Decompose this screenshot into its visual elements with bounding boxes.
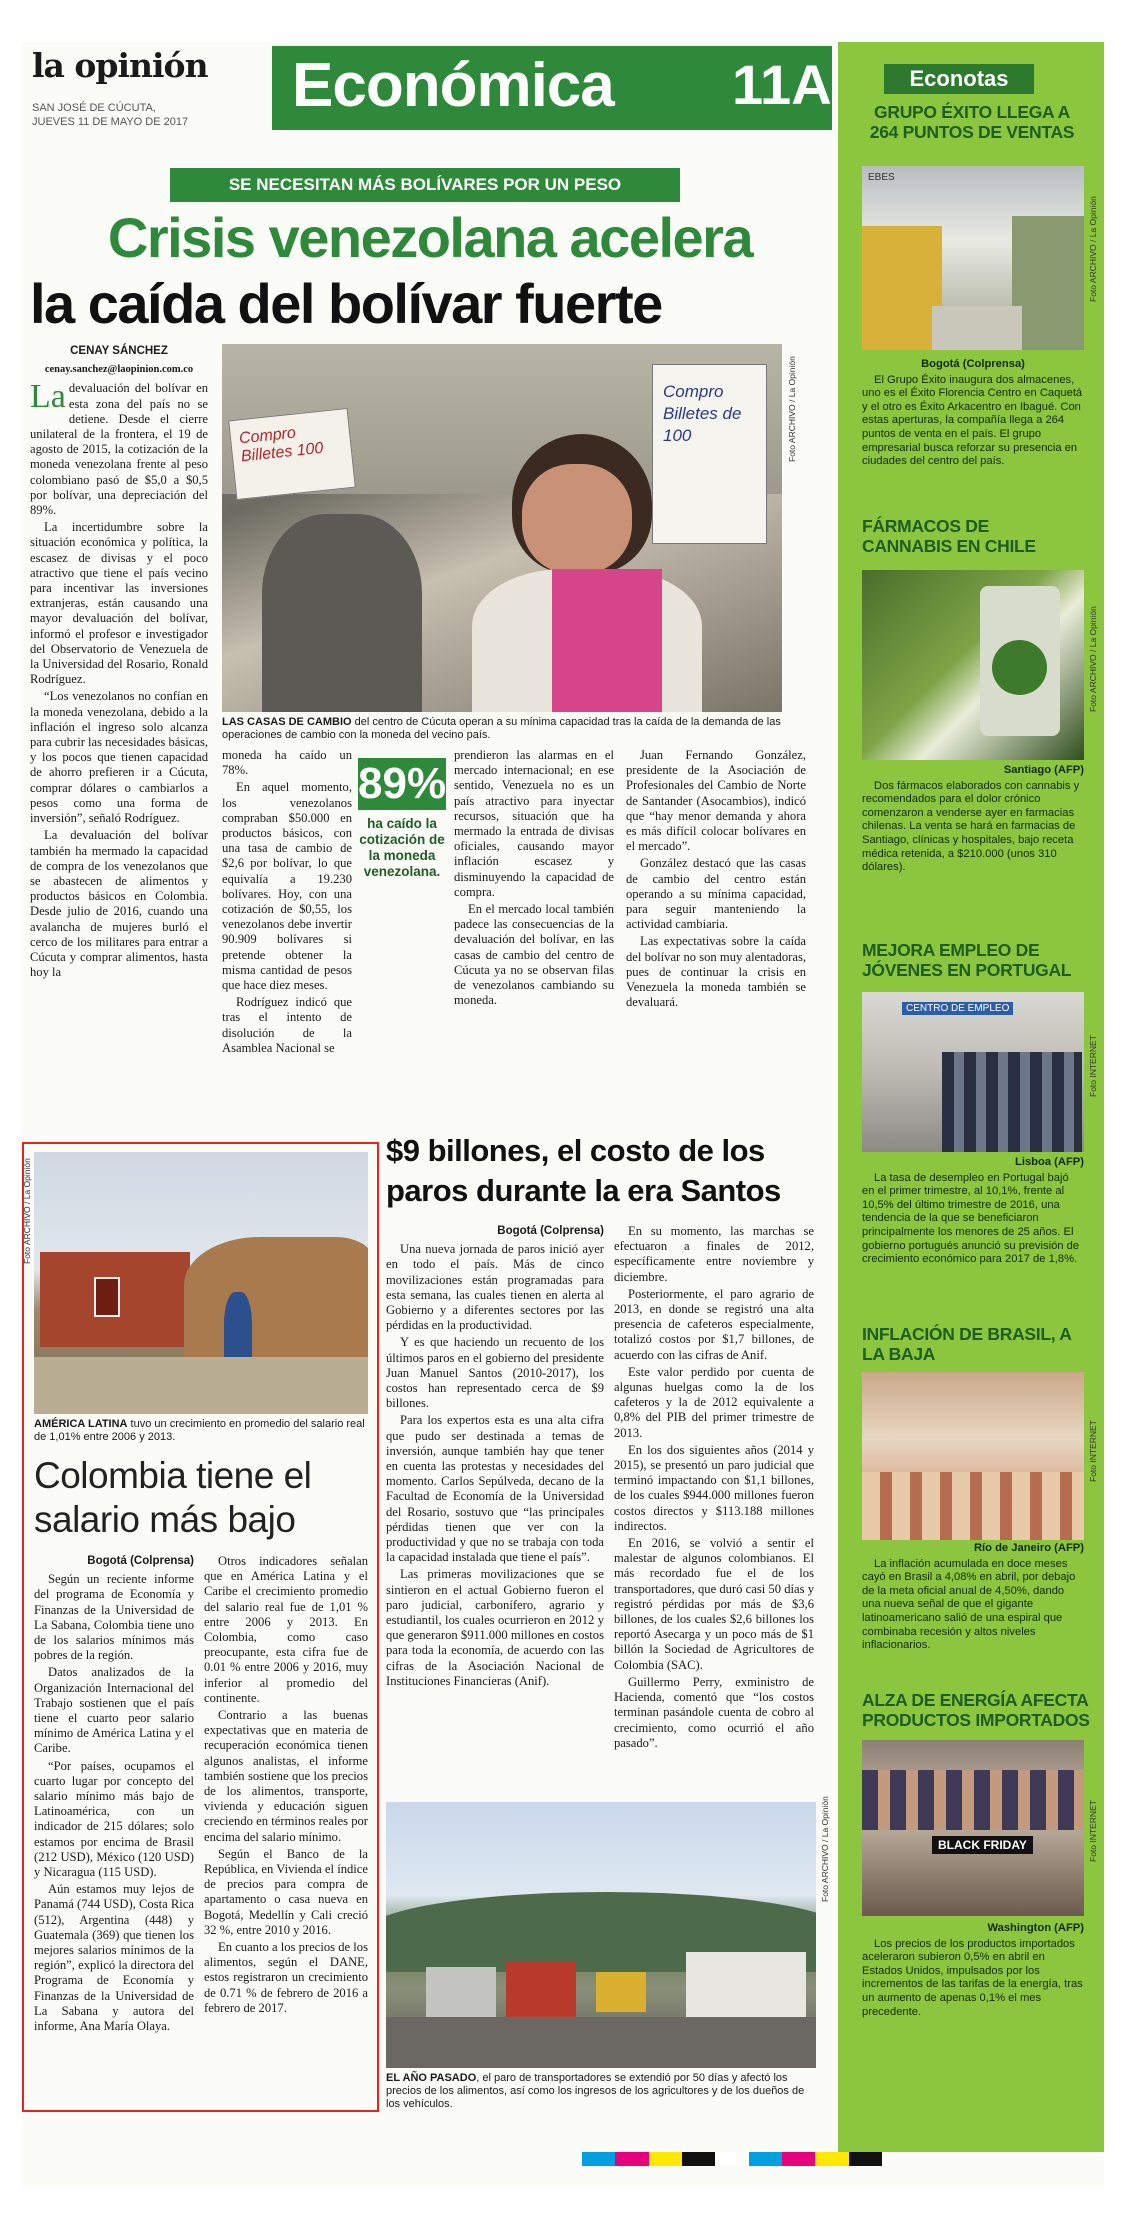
photo-people bbox=[862, 1770, 1084, 1830]
dateline: Bogotá (Colprensa) bbox=[497, 1225, 604, 1237]
econotas-photo-store: EBES bbox=[862, 166, 1084, 350]
strikes-paragraph: Para los expertos esta es una alta cifra que pudo ser destinada a temas de inversión, aunque también hay que tener en cuenta las protestas y necesidades del momento. Carlos Sepúlveda, decano de la Facultad de Economía de la Universidad del Rosario, sostuvo que “las principales pérdidas tienen que ver con la productividad y que no se trabaja con toda la capacidad instalada que tiene el país”. bbox=[386, 1413, 604, 1565]
main-headline-line2: la caída del bolívar fuerte bbox=[30, 272, 662, 335]
main-story-col2 bbox=[222, 748, 352, 1058]
photo-truck bbox=[686, 1952, 806, 2022]
salary-paragraph: Otros indicadores señalan que en América Latina y el Caribe el crecimiento promedio del salario real fue de 1,01 % entre 2006 y 2013. En Colombia, como caso preocupante, esta cifra fue de 0.01 % entre 2006 y 2016, muy inferior al promedio del continente. bbox=[204, 1554, 368, 1705]
econotas-title: INFLACIÓN DE BRASIL, A LA BAJA bbox=[862, 1324, 1071, 1364]
photo-sign: Compro Billetes de 100 bbox=[652, 364, 767, 544]
strikes-paragraph: En los dos siguientes años (2014 y 2015), se presentó un paro judicial que terminó impactando con $1,1 billones, de los cuales $944.000 millones fueron costos directos y $113.188 millones indirectos. bbox=[614, 1442, 814, 1533]
place-date: SAN JOSÉ DE CÚCUTA, bbox=[32, 102, 156, 114]
page-number: 11A bbox=[732, 53, 832, 116]
dateline: Bogotá (Colprensa) bbox=[87, 1555, 194, 1567]
econotas-photo-shopping: BLACK FRIDAY bbox=[862, 1740, 1084, 1916]
photo-counter bbox=[862, 1472, 1084, 1540]
salary-paragraph: Según el Banco de la República, en Vivienda el índice de precios para compra de apartamento o casa nueva en Bogotá, Medellín y Cali creció 32 %, entre 2010 y 2016. bbox=[204, 1846, 368, 1937]
photo-road bbox=[386, 2017, 816, 2068]
photo-credit: Foto ARCHIVO / La Opinión bbox=[820, 1796, 830, 1902]
strikes-paragraph: Una nueva jornada de paros inició ayer en todo el país. Más de cinco movilizaciones están programadas para esta semana, las cuales tienen en alerta al Gobierno y a diferentes sectores por las pérdidas en la productividad. bbox=[386, 1242, 604, 1333]
strikes-paragraph: Y es que haciendo un recuento de los últimos paros en el gobierno del presidente Juan Manuel Santos (2010-2017), los costos han representado cerca de $9 billones. bbox=[386, 1335, 604, 1411]
photo-floor bbox=[932, 306, 1022, 350]
main-photo bbox=[222, 344, 782, 712]
main-paragraph: Juan Fernando González, presidente de la Asociación de Profesionales del Cambio de Norte de Santander (Asocambios), indicó que “hay menor demanda y ahora es más difícil colocar bolívares en el mercado”. bbox=[626, 748, 806, 854]
main-headline-line1: Crisis venezolana acelera bbox=[107, 206, 753, 269]
salary-col2 bbox=[204, 1554, 368, 2018]
main-paragraph: moneda ha caído un 78%. bbox=[222, 748, 352, 778]
section-banner bbox=[272, 46, 832, 130]
newspaper-page bbox=[22, 42, 1104, 2187]
photo-house bbox=[94, 1277, 120, 1317]
strikes-paragraph: Este valor perdido por cuenta de algunas huelgas como la de los cafeteros y la de 2012 equivalente a 0,8% del PIB del primer trimestre de 2013. bbox=[614, 1364, 814, 1440]
strikes-photo-caption: EL AÑO PASADO, el paro de transportadores se extendió por 50 días y afectó los precios de los alimentos, así como los ingresos de los agricultores y de los dueños de los vehículos. bbox=[386, 2072, 805, 2110]
main-paragraph: La devaluación del bolívar también ha mermado la capacidad de compra de los venezolanos que se abastecen de alimentos y productos básicos en Colombia. Desde julio de 2016, cuando una avalancha de mujeres burló el cerco de los militares para entrar a Cúcuta y comprar alimentos, hasta hoy la bbox=[30, 828, 208, 980]
color-registration-bar bbox=[582, 2152, 882, 2166]
photo-credit: Foto INTERNET bbox=[1088, 1800, 1098, 1862]
econotas-photo-queue: CENTRO DE EMPLEO bbox=[862, 992, 1084, 1152]
photo-truck bbox=[596, 1972, 646, 2012]
salary-photo-caption: AMÉRICA LATINA tuvo un crecimiento en promedio del salario real de 1,01% entre 2006 y 2013. bbox=[34, 1418, 365, 1443]
salary-col1 bbox=[34, 1554, 194, 2036]
strikes-col1 bbox=[386, 1224, 604, 1691]
kicker: SE NECESITAN MÁS BOLÍVARES POR UN PESO bbox=[228, 175, 622, 194]
salary-headline-line1: Colombia tiene el bbox=[34, 1455, 312, 1496]
photo-truck bbox=[426, 1967, 496, 2017]
pullquote-value: 89% bbox=[358, 759, 447, 808]
logo: la opinión bbox=[32, 46, 208, 85]
photo-credit: Foto ARCHIVO / La Opinión bbox=[787, 356, 797, 462]
strikes-paragraph: En su momento, las marchas se efectuaron a finales de 2012, específicamente entre noviembre y diciembre. bbox=[614, 1224, 814, 1284]
econotas-text: Bogotá (Colprensa) El Grupo Éxito inaugura dos almacenes, uno es el Éxito Florencia Centro en Caquetá y el otro es Éxito Arkacentro en Ibagué. Con estas aperturas, la compañía llega a 264 puntos de venta en el país. El grupo empresarial busca reforzar su presencia en ciudades del centro del país. bbox=[862, 358, 1083, 468]
econotas-title: GRUPO ÉXITO LLEGA A 264 PUNTOS DE VENTAS bbox=[869, 102, 1075, 142]
strikes-headline-line2: paros durante la era Santos bbox=[386, 1173, 781, 1208]
main-paragraph: prendieron las alarmas en el mercado internacional; en ese sentido, Venezuela no es un país atractivo para inyectar recursos, situación que ha mermado la entrada de divisas oficiales, causando mayor inflación escasez y disminuyendo la capacidad de compra. bbox=[454, 748, 614, 899]
strikes-paragraph: Guillermo Perry, exministro de Hacienda, comentó que “los costos terminan pasándole cuenta de cobro al crecimiento, como ocurrió el año pasado”. bbox=[614, 1674, 814, 1750]
main-paragraph: La incertidumbre sobre la situación económica y política, la escasez de divisas y el poco atractivo que tiene el país vecino para incentivar las inversiones extranjeras, están causando una mayor devaluación del bolívar, informó el profesor e investigador del Observatorio de Venezuela de la Universidad del Rosario, Ronald Rodríguez. bbox=[30, 520, 208, 687]
main-paragraph: Rodríguez indicó que tras el intento de disolución de la Asamblea Nacional se bbox=[222, 995, 352, 1055]
photo-person bbox=[262, 514, 422, 712]
econotas-header: Econotas bbox=[884, 64, 1034, 94]
main-paragraph: “Los venezolanos no confían en la moneda venezolana, debido a la inflación el ingreso solo alcanza para cubrir las necesidades básicas, y los pocos que tienen capacidad de ahorro prefieren ir a Cúcuta, comprar dólares o cambiarlos a pesos como una forma de inversión”, señaló Rodríguez. bbox=[30, 689, 208, 826]
photo-person bbox=[552, 569, 662, 712]
econotas-text: Washington (AFP) Los precios de los productos importados aceleraron subieron 0,5% en abril en Estados Unidos, impulsados por los incrementos de las tarifas de la energía, tras un aumento de apenas 0,1% el mes precedente. bbox=[862, 1922, 1084, 2018]
main-paragraph: devaluación del bolívar en esta zona del país no se detiene. Desde el cierre unilateral de la frontera, el 19 de agosto de 2015, la cotización de la moneda venezolana frente al peso colombiano pasó de $5,0 a $0,5 por bolívar, una depreciación del 89%. bbox=[30, 381, 208, 518]
salary-paragraph: Aún estamos muy lejos de Panamá (744 USD), Costa Rica (512), Argentina (448) y Guatemala (369) que tienen los mejores salarios mínimos de la región”, explicó la directora del Programa de Economía y Finanzas de la Universidad de La Sabana y autora del informe, Ana María Olaya. bbox=[34, 1882, 194, 2034]
photo-credit: Foto ARCHIVO / La Opinión bbox=[1088, 606, 1098, 712]
main-story-col1 bbox=[30, 344, 208, 982]
main-paragraph: Las expectativas sobre la caída del bolívar no son muy alentadoras, pues de continuar la crisis en Venezuela la moneda también se devaluará. bbox=[626, 934, 806, 1010]
econotas-photo-market bbox=[862, 1372, 1084, 1540]
pullquote-text: ha caído la cotización de la moneda venezolana. bbox=[359, 816, 445, 879]
photo-hill bbox=[184, 1237, 368, 1357]
strikes-col2 bbox=[614, 1224, 814, 1753]
econotas-text: Santiago (AFP) Dos fármacos elaborados con cannabis y recomendados para el dolor crónico comenzaron a venderse ayer en farmacias chilenas. La venta se hará en farmacias de Santiago, clínicas y hospitales, bajo receta médica retenida, a $210.000 (unos 310 dólares). bbox=[862, 764, 1084, 874]
strikes-paragraph: Posteriormente, el paro agrario de 2013, en donde se registró una alta presencia de cafeteros especialmente, totalizó costos por $1,7 billones, de acuerdo con las cifras de Anif. bbox=[614, 1286, 814, 1362]
main-paragraph: En aquel momento, los venezolanos compraban $50.000 en productos básicos, con una tasa de cambio de $2,6 por bolívar, lo que equivalía a 19.230 bolívares. Hoy, con una cotización de $0,55, los venezolanos debe invertir 90.909 bolívares si pretende obtener la misma cantidad de pesos que hace diez meses. bbox=[222, 780, 352, 993]
photo-credit: Foto ARCHIVO / La Opinión bbox=[1088, 196, 1098, 302]
econotas-text: Lisboa (AFP) La tasa de desempleo en Portugal bajó en el primer trimestre, al 10,1%, frente al 10,5% del último trimestre de 2016, una tendencia de la que se beneficiaron principalmente los menores de 25 años. El gobierno portugués anunció su previsión de crecimiento económico para 2017 de 1,8%. bbox=[862, 1156, 1084, 1266]
salary-headline-line2: salario más bajo bbox=[34, 1499, 296, 1540]
strikes-paragraph: En 2016, se volvió a sentir el malestar de algunos colombianos. El más recordado fue el de los transportadores, que duró casi 50 días y registró pérdidas por más de $3,6 billones, de los cuales $2,6 billones los reportó Asecarga y un poco más de $1 billón la Sociedad de Agricultores de Colombia (SAC). bbox=[614, 1536, 814, 1672]
main-photo-caption: LAS CASAS DE CAMBIO del centro de Cúcuta operan a su mínima capacidad tras la caída de la demanda de las operaciones de cambio con la moneda del vecino país. bbox=[222, 716, 781, 741]
econotas-title: MEJORA EMPLEO DE JÓVENES EN PORTUGAL bbox=[862, 940, 1072, 980]
econotas-photo-cannabis bbox=[862, 570, 1084, 760]
econotas-title: FÁRMACOS DE CANNABIS EN CHILE bbox=[862, 516, 1036, 556]
econotas-text: Río de Janeiro (AFP) La inflación acumulada en doce meses cayó en Brasil a 4,08% en abril, por debajo de la meta oficial anual de 4,50%, dando una nueva señal de que el gigante latinoamericano salió de una espiral que combinaba recesión y altos niveles inflacionarios. bbox=[862, 1542, 1084, 1652]
photo-person bbox=[522, 464, 632, 574]
main-paragraph: González destacó que las casas de cambio del centro están operando a su mínima capacidad, para seguir manteniendo la actividad cambiaria. bbox=[626, 856, 806, 932]
salary-paragraph: Contrario a las buenas expectativas que en materia de recuperación económica tienen algunos analistas, el informe también sostiene que los precios de los alimentos, transporte, vivienda y educación siguen creciendo en términos reales por encima del salario mínimo. bbox=[204, 1708, 368, 1844]
photo-credit: Foto INTERNET bbox=[1088, 1035, 1098, 1097]
econotas-title: ALZA DE ENERGÍA AFECTA PRODUCTOS IMPORTADOS bbox=[862, 1690, 1090, 1730]
strikes-photo bbox=[386, 1802, 816, 2068]
strikes-paragraph: Las primeras movilizaciones que se sintieron en el actual Gobierno fueron el paro judicial, carbonífero, agrario y estudiantil, los cuales ocurrieron en 2012 y que generaron $911.000 millones en costos para toda la economía, de acuerdo con las cifras de la Asociación Nacional de Instituciones Financieras (Anif). bbox=[386, 1567, 604, 1688]
photo-leaf bbox=[992, 640, 1047, 695]
section-title: Económica bbox=[292, 51, 614, 120]
photo-people bbox=[942, 1052, 1082, 1152]
photo-credit: Foto INTERNET bbox=[1088, 1420, 1098, 1482]
salary-paragraph: “Por países, ocupamos el cuarto lugar por concepto del salario mínimo más bajo de Latinoamérica, con un indicador de 215 dólares; solo estamos por encima de Brasil (212 USD), México (120 USD) y Nicaragua (115 USD). bbox=[34, 1758, 194, 1880]
issue-date: JUEVES 11 DE MAYO DE 2017 bbox=[32, 116, 189, 128]
pullquote bbox=[354, 758, 450, 908]
dropcap: La bbox=[30, 378, 66, 416]
main-paragraph: En el mercado local también padece las consecuencias de la devaluación del bolívar, en las casas de cambio del centro de Cúcuta ya no se observan filas de venezolanos cambiando su moneda. bbox=[454, 902, 614, 1008]
main-story-col4 bbox=[626, 748, 806, 1012]
salary-story-box bbox=[22, 1142, 379, 2112]
photo-truck bbox=[506, 1962, 576, 2017]
photo-credit: Foto ARCHIVO / La Opinión bbox=[22, 1158, 32, 1264]
main-story-col3 bbox=[454, 748, 614, 1010]
author: CENAY SÁNCHEZ bbox=[70, 345, 168, 357]
author-email: cenay.sanchez@laopinion.com.co bbox=[44, 364, 194, 376]
salary-paragraph: Datos analizados de la Organización Internacional del Trabajo sostienen que el país tiene el cuarto peor salario mínimo de América Latina y el Caribe. bbox=[34, 1665, 194, 1756]
photo-shelf bbox=[862, 226, 942, 350]
salary-paragraph: Según un reciente informe del programa de Economía y Finanzas de la Universidad de La Sabana, Colombia tiene uno de los salarios mínimos más pobres de la región. bbox=[34, 1572, 194, 1663]
photo-ground bbox=[34, 1357, 368, 1414]
kicker-bar bbox=[170, 168, 680, 202]
masthead bbox=[22, 42, 834, 134]
econotas-sidebar bbox=[838, 42, 1104, 2152]
strikes-headline-line1: $9 billones, el costo de los bbox=[386, 1133, 765, 1168]
photo-shelf bbox=[1012, 216, 1084, 350]
salary-paragraph: En cuanto a los precios de los alimentos, según el DANE, estos registraron un crecimiento de 0.71 % de febrero de 2016 a febrero de 2017. bbox=[204, 1940, 368, 2015]
photo-sign: Compro Billetes 100 bbox=[228, 408, 356, 500]
salary-photo bbox=[34, 1152, 368, 1414]
